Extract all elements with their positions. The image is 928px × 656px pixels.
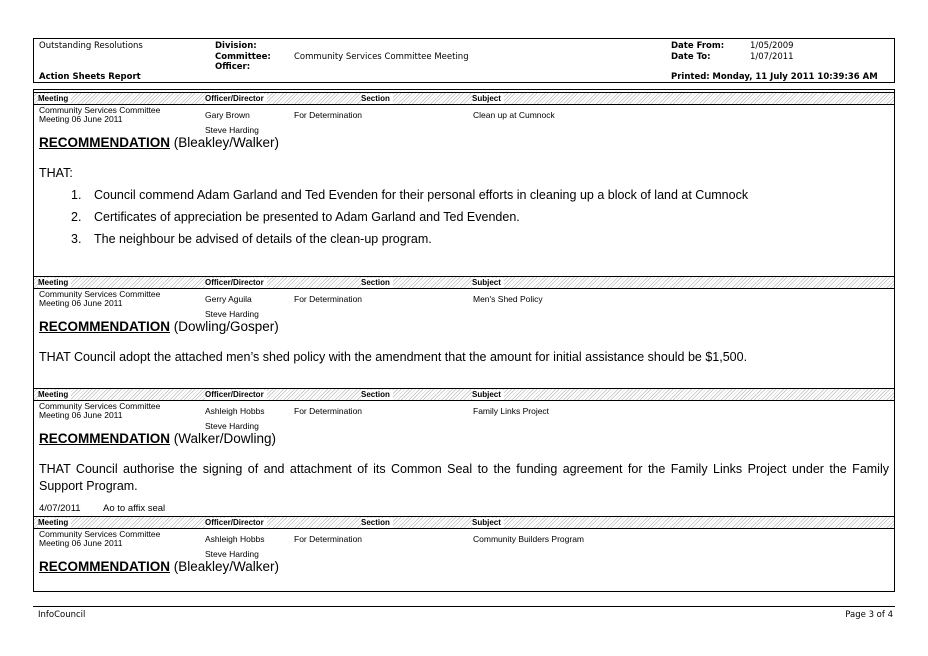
col-meeting: Meeting — [38, 278, 71, 288]
recommendation-movers: (Bleakley/Walker) — [173, 135, 280, 150]
subject-value: Community Builders Program — [473, 534, 585, 544]
action-date: 4/07/2011 — [39, 503, 81, 514]
date-from-value: 1/05/2009 — [750, 41, 794, 51]
subject-value: Family Links Project — [473, 406, 550, 416]
col-officer: Officer/Director — [205, 518, 267, 528]
recommendation-heading — [39, 319, 279, 334]
subject-value: Clean up at Cumnock — [473, 110, 555, 120]
col-section: Section — [361, 94, 393, 104]
item-text: The neighbour be advised of details of the clean-up program. — [94, 232, 432, 246]
col-section: Section — [361, 278, 393, 288]
column-header-bar — [34, 276, 894, 289]
recommendation-word: RECOMMENDATION — [39, 319, 170, 334]
recommendation-word: RECOMMENDATION — [39, 431, 170, 446]
col-officer: Officer/Director — [205, 94, 267, 104]
recommendation-movers: (Dowling/Gosper) — [173, 319, 279, 334]
division-label: Division: — [215, 41, 257, 51]
printed-label: Printed: — [671, 72, 710, 82]
recommendation-word: RECOMMENDATION — [39, 559, 170, 574]
item-number: 1. — [71, 188, 82, 202]
meeting-line2: Meeting 06 June 2011 — [39, 298, 123, 308]
col-subject: Subject — [472, 390, 504, 400]
date-from-label: Date From: — [671, 41, 725, 51]
committee-value: Community Services Committee Meeting — [294, 52, 469, 62]
officer-label: Officer: — [215, 62, 251, 72]
report-type: Action Sheets Report — [39, 72, 141, 82]
printed-stamp — [671, 72, 878, 82]
section-value: For Determination — [294, 406, 363, 416]
director-name: Steve Harding — [205, 309, 259, 319]
resolution-text: THAT Council adopt the attached men’s shed policy with the amendment that the amount for initial assistance should be $1,500. — [39, 350, 748, 364]
col-subject: Subject — [472, 518, 504, 528]
officer-name: Gary Brown — [205, 110, 250, 120]
date-to-label: Date To: — [671, 52, 711, 62]
col-section: Section — [361, 518, 393, 528]
officer-name: Ashleigh Hobbs — [205, 534, 265, 544]
officer-name: Ashleigh Hobbs — [205, 406, 265, 416]
item-text: Council commend Adam Garland and Ted Evenden for their personal efforts in cleaning up a block of land at Cumnock — [94, 188, 749, 202]
meeting-line2: Meeting 06 June 2011 — [39, 538, 123, 548]
that-label: THAT: — [39, 166, 73, 180]
director-name: Steve Harding — [205, 421, 259, 431]
col-officer: Officer/Director — [205, 390, 267, 400]
committee-label: Committee: — [215, 52, 271, 62]
recommendation-heading — [39, 559, 279, 574]
meeting-line1: Community Services Committee — [39, 289, 161, 299]
col-meeting: Meeting — [38, 390, 71, 400]
report-name: Outstanding Resolutions — [39, 41, 143, 51]
resolution-text: THAT Council authorise the signing of and attachment of its Common Seal to the funding agreement for the Family Links Project under the Family Support Program. — [39, 462, 889, 493]
section-value: For Determination — [294, 294, 363, 304]
printed-value: Monday, 11 July 2011 10:39:36 AM — [712, 72, 878, 82]
action-text: Ao to affix seal — [103, 503, 166, 514]
meeting-line2: Meeting 06 June 2011 — [39, 410, 123, 420]
officer-name: Gerry Aguila — [205, 294, 252, 304]
recommendation-movers: (Walker/Dowling) — [173, 431, 277, 446]
column-header-bar — [34, 92, 894, 105]
page-number: Page 3 of 4 — [845, 610, 893, 620]
col-section: Section — [361, 390, 393, 400]
item-number: 2. — [71, 210, 82, 224]
report-header — [33, 38, 895, 83]
recommendation-movers: (Bleakley/Walker) — [173, 559, 280, 574]
column-header-bar — [34, 388, 894, 401]
director-name: Steve Harding — [205, 125, 259, 135]
col-officer: Officer/Director — [205, 278, 267, 288]
col-meeting: Meeting — [38, 518, 71, 528]
recommendation-heading — [39, 135, 279, 150]
meeting-line1: Community Services Committee — [39, 105, 161, 115]
date-to-value: 1/07/2011 — [750, 52, 794, 62]
section-value: For Determination — [294, 110, 363, 120]
col-subject: Subject — [472, 94, 504, 104]
resolutions-frame — [33, 89, 895, 592]
meeting-line1: Community Services Committee — [39, 401, 161, 411]
item-text: Certificates of appreciation be presented to Adam Garland and Ted Evenden. — [94, 210, 520, 224]
column-header-bar — [34, 516, 894, 529]
footer-left: InfoCouncil — [38, 610, 86, 620]
footer-rule — [33, 606, 895, 607]
recommendation-heading — [39, 431, 276, 446]
subject-value: Men's Shed Policy — [473, 294, 543, 304]
col-meeting: Meeting — [38, 94, 71, 104]
item-number: 3. — [71, 232, 82, 246]
meeting-line2: Meeting 06 June 2011 — [39, 114, 123, 124]
col-subject: Subject — [472, 278, 504, 288]
director-name: Steve Harding — [205, 549, 259, 559]
section-value: For Determination — [294, 534, 363, 544]
meeting-line1: Community Services Committee — [39, 529, 161, 539]
recommendation-word: RECOMMENDATION — [39, 135, 170, 150]
